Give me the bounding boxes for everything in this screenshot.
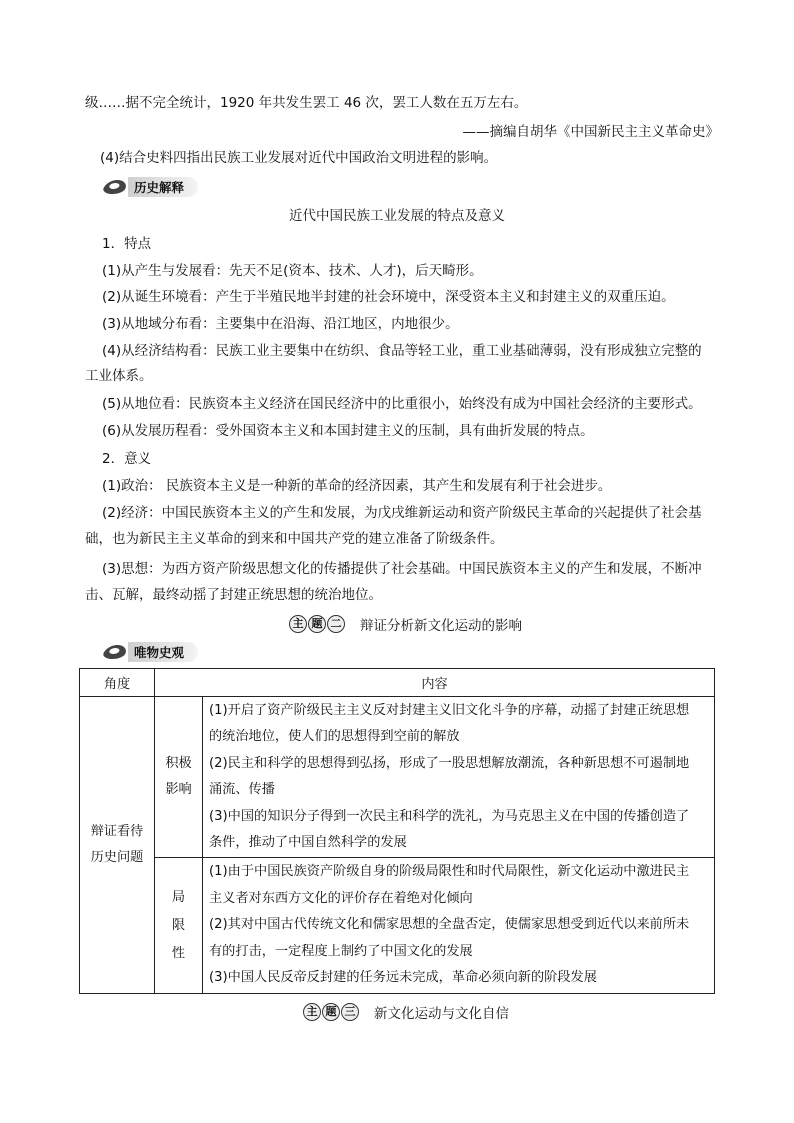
- content-line: (1)由于中国民族资产阶级自身的阶级局限性和时代局限性，新文化运动中激进民主: [209, 864, 690, 880]
- content-line: (2)其对中国古代传统文化和儒家思想的全盘否定，使儒家思想受到近代以来前所未: [209, 917, 690, 933]
- limitation-label-char: 局: [171, 889, 186, 905]
- topic-char: 题: [322, 1003, 340, 1021]
- feature-6: (6)从发展历程看：受外国资本主义和本国封建主义的压制，具有曲折发展的特点。: [102, 423, 594, 439]
- row-label-line: 辩证看待: [90, 824, 144, 839]
- content-line: (2)民主和科学的思想得到弘扬，形成了一股思想解放潮流，各种新思想不可遏制地: [209, 755, 690, 771]
- topic-2-heading: [289, 614, 522, 634]
- header-content: 内容: [155, 669, 715, 697]
- topic-title: 新文化运动与文化自信: [374, 1006, 509, 1022]
- feature-2: (2)从诞生环境看：产生于半殖民地半封建的社会环境中，深受资本主义和封建主义的双重压迫。: [102, 289, 675, 305]
- feature-3: (3)从地域分布看：主要集中在沿海、沿江地区，内地很少。: [102, 316, 459, 332]
- source-citation: ——摘编自胡华《中国新民主主义革命史》: [462, 124, 719, 140]
- feature-5: (5)从地位看：民族资本主义经济在国民经济中的比重很小，始终没有成为中国社会经济的主要形式。: [102, 396, 702, 412]
- limitation-label-char: 限: [171, 917, 186, 933]
- feature-4-line2: 工业体系。: [85, 368, 153, 384]
- section-badge-history-explanation: [104, 177, 198, 197]
- intro-text-line: 级……据不完全统计，1920 年共发生罢工 46 次，罢工人数在五万左右。: [85, 95, 528, 111]
- topic-char: 主: [289, 615, 307, 633]
- content-line: (3)中国人民反帝反封建的任务远未完成，革命必须向新的阶段发展: [209, 970, 597, 986]
- content-line: (1)开启了资产阶级民主主义反对封建主义旧文化斗争的序幕，动摇了封建正统思想: [209, 702, 690, 718]
- significance-3-line2: 击、瓦解，最终动摇了封建正统思想的统治地位。: [85, 587, 382, 603]
- pen-swoosh-icon: [101, 645, 128, 659]
- content-line: 有的打击，一定程度上制约了中国文化的发展: [209, 943, 473, 959]
- row-label: [80, 697, 155, 994]
- positive-content: [203, 697, 715, 858]
- limitation-content: [203, 858, 715, 994]
- topic-title: 辩证分析新文化运动的影响: [360, 618, 522, 634]
- content-line: 条件，推动了中国自然科学的发展: [209, 835, 407, 850]
- topic-char: 二: [327, 615, 345, 633]
- header-angle: 角度: [80, 669, 155, 697]
- positive-label-line: 影响: [165, 782, 192, 797]
- limitation-label-char: 性: [171, 945, 186, 961]
- significance-2-line2: 础，也为新民主主义革命的到来和中国共产党的建立准备了阶级条件。: [85, 531, 504, 547]
- badge-label: 唯物史观: [128, 642, 198, 662]
- subheading-features: 1．特点: [102, 236, 152, 252]
- topic-3-heading: [303, 1002, 509, 1022]
- content-line: 涌流、传播: [209, 782, 275, 797]
- section-badge-historical-materialism: [104, 642, 198, 662]
- significance-1: (1)政治： 民族资本主义是一种新的革命的经济因素，其产生和发展有利于社会进步。: [102, 478, 612, 494]
- topic-char: 题: [308, 615, 326, 633]
- question-4: (4)结合史料四指出民族工业发展对近代中国政治文明进程的影响。: [100, 150, 498, 166]
- badge-label: 历史解释: [128, 177, 198, 197]
- topic-number-marker: [303, 1003, 360, 1021]
- positive-label-line: 积极: [165, 756, 192, 771]
- impact-table: [79, 668, 715, 994]
- topic-number-marker: [289, 615, 346, 633]
- content-line: 的统治地位，使人们的思想得到空前的解放: [209, 729, 460, 744]
- pen-swoosh-icon: [101, 180, 128, 194]
- subheading-significance: 2．意义: [102, 451, 152, 467]
- topic-char: 三: [341, 1003, 359, 1021]
- content-line: 主义者对东西方文化的评价存在着绝对化倾向: [209, 890, 473, 906]
- limitation-label: [155, 858, 203, 994]
- topic-char: 主: [303, 1003, 321, 1021]
- content-line: (3)中国的知识分子得到一次民主和科学的洗礼，为马克思主义在中国的传播创造了: [209, 808, 690, 824]
- feature-1: (1)从产生与发展看：先天不足(资本、技术、人才)，后天畸形。: [102, 263, 483, 279]
- positive-label: [155, 697, 203, 858]
- significance-3-line1: (3)思想：为西方资产阶级思想文化的传播提供了社会基础。中国民族资本主义的产生和发展，不断冲: [102, 561, 702, 577]
- significance-2-line1: (2)经济：中国民族资本主义的产生和发展，为戊戌维新运动和资产阶级民主革命的兴起提供了社会基: [102, 505, 702, 521]
- section-title: 近代中国民族工业发展的特点及意义: [289, 208, 505, 224]
- feature-4-line1: (4)从经济结构看：民族工业主要集中在纺织、食品等轻工业，重工业基础薄弱，没有形成独立完整的: [102, 343, 702, 359]
- row-label-line: 历史问题: [90, 850, 144, 865]
